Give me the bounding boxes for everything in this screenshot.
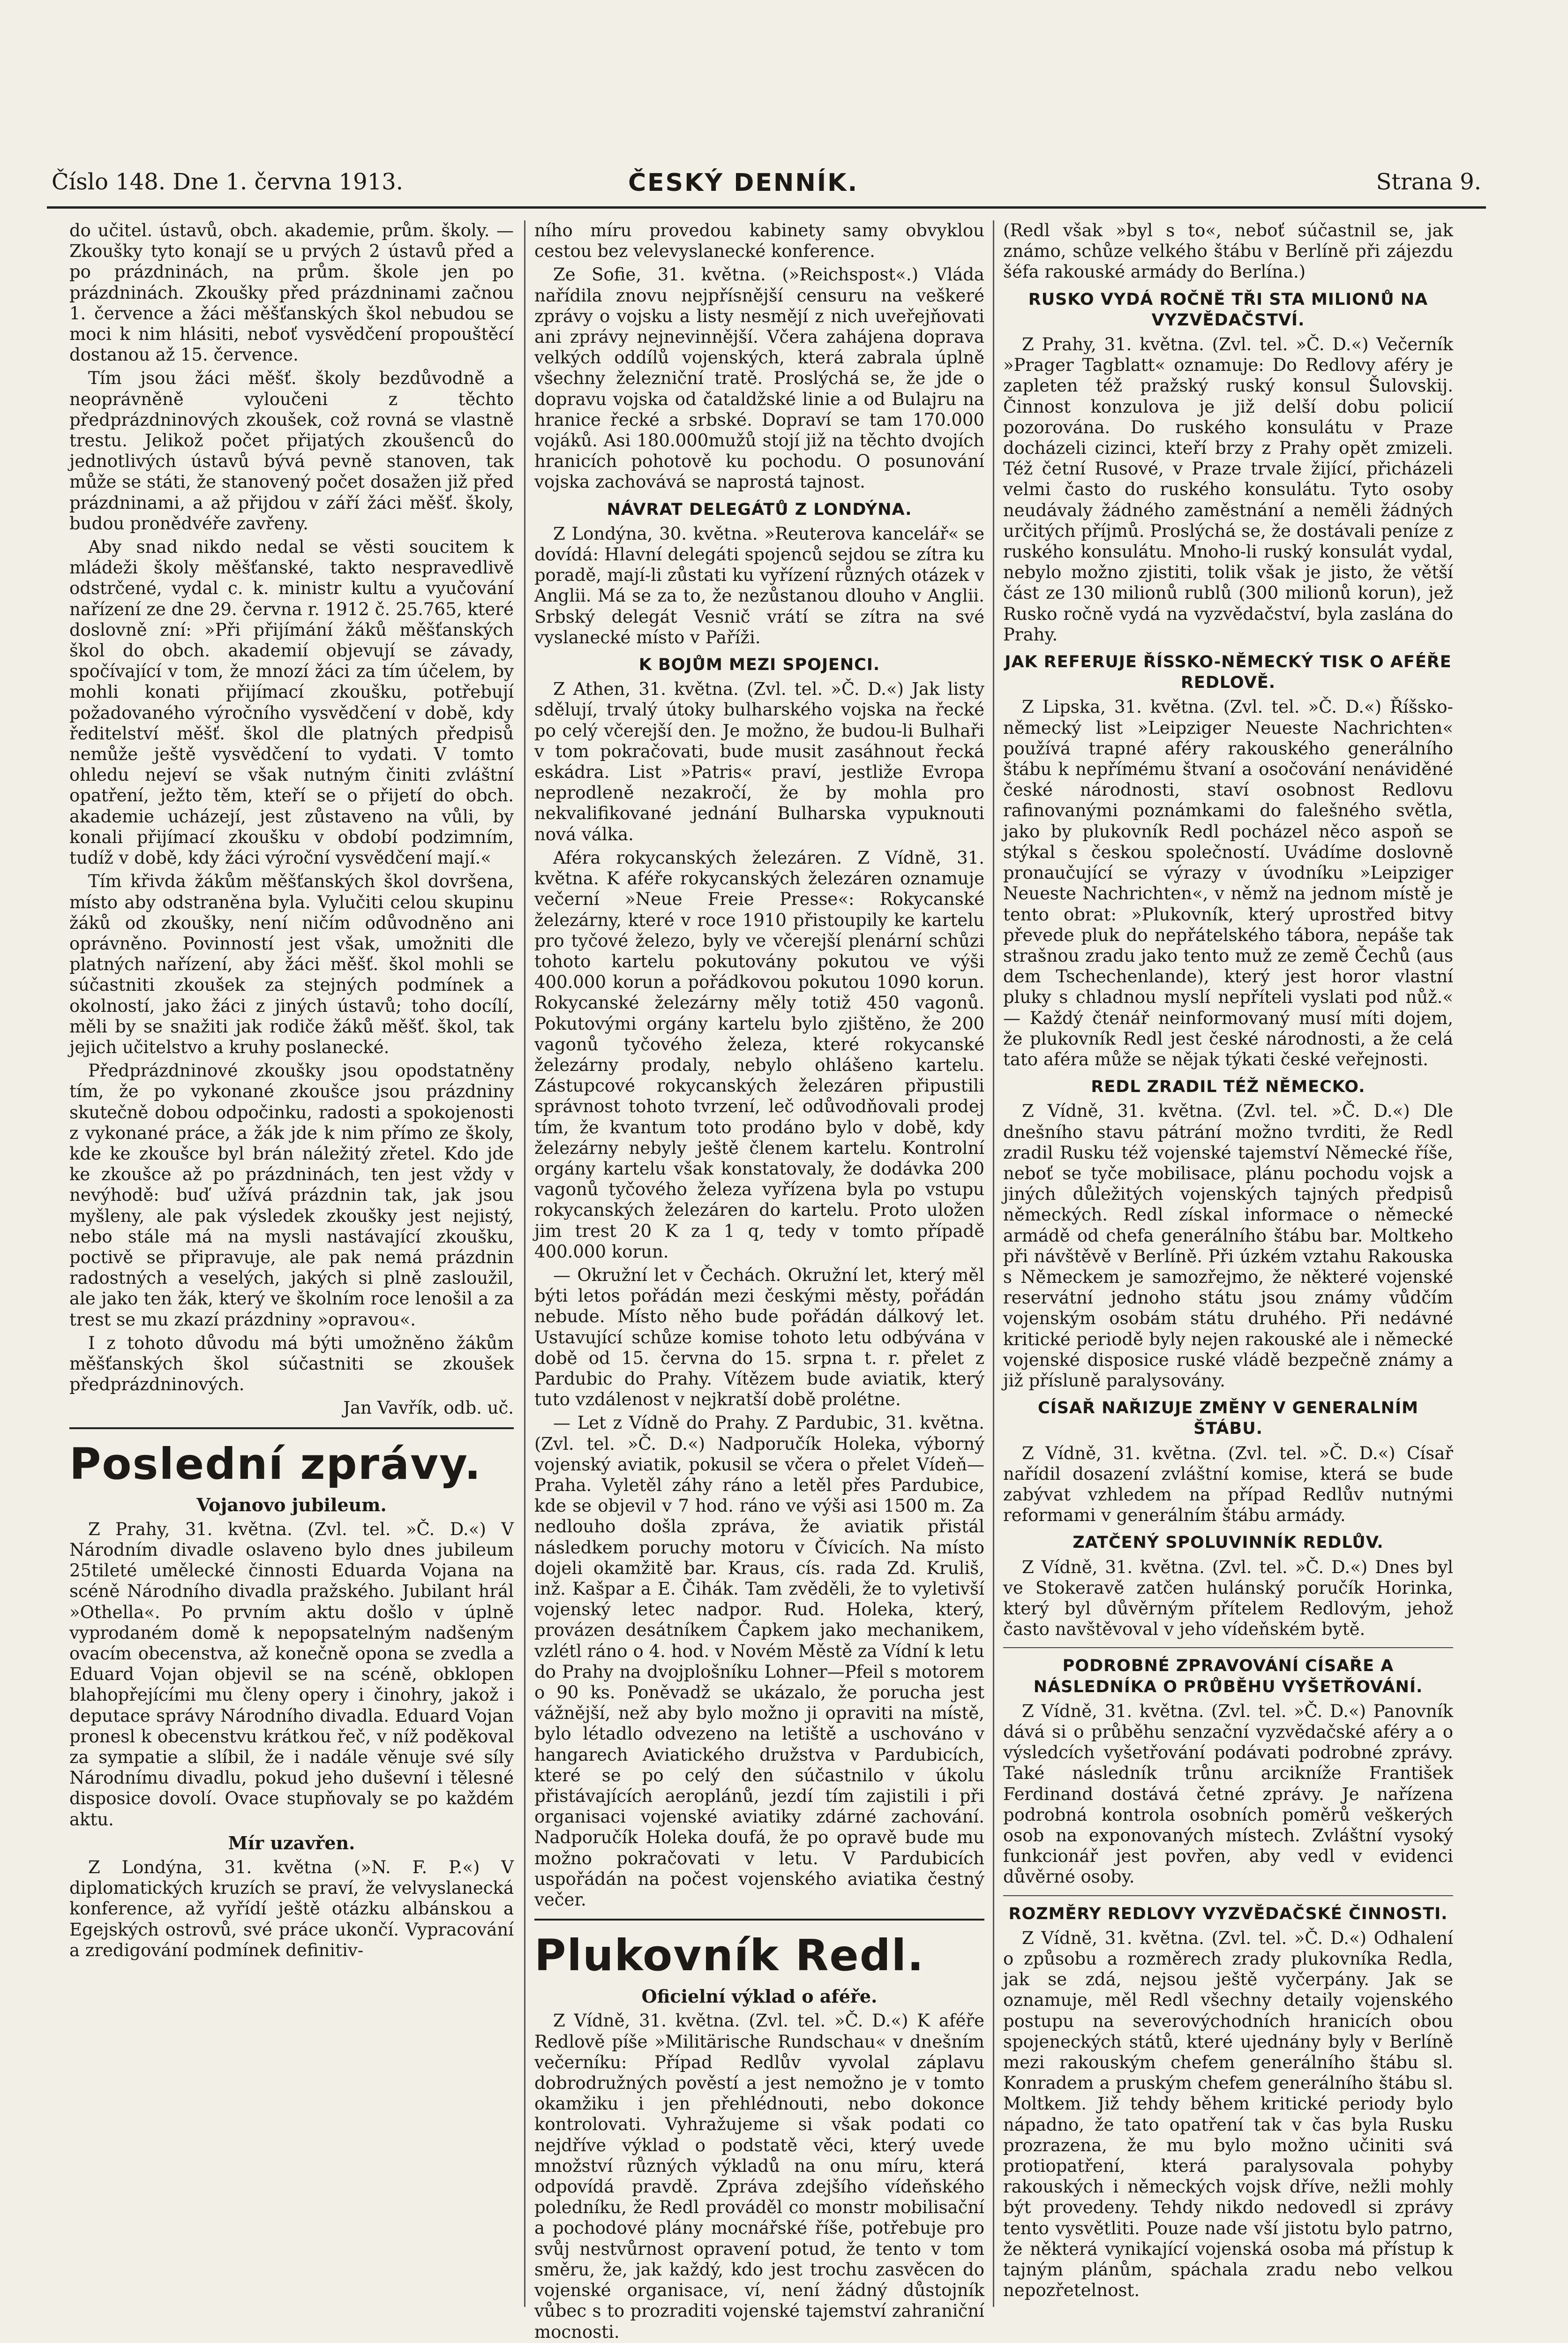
article-paragraph: Z Vídně, 31. května. (Zvl. tel. »Č. D.«) Odhalení o způsobu a rozměrech zrady plukovníka Redla, jak se zdá, nejsou ještě vyčerpány. Jak se oznamuje, měl Redl všechny detaily vojenského postupu na severovýchodních hranicích obou spojeneckých států, které ujednány byly v Berlíně mezi rakouským chefem generálního štábu sl. Konradem a pruským chefem generálního štábu sl. Moltkem. Již tehdy během kritické periody bylo nápadno, že tato opatření tak v čas byla Rusku prozrazena, že mu bylo možno učiniti svá protiopatření, která paralysovala pohyby rakouských i německých vojsk dříve, nežli mohly být provedeny. Tehdy nikdo nedovedl si zprávy tento vysvětliti. Pouze nade vší jistotu bylo patrno, že některá vynikající vojenská osoba má přístup k tajným plánům, spáchala zradu nebo velkou nepozřetelnost.: [1003, 1928, 1453, 2301]
article-paragraph: Z Vídně, 31. května. (Zvl. tel. »Č. D.«) K aféře Redlově píše »Militärische Rundschau« v dnešním večerníku: Případ Redlův vyvolal záplavu dobrodružných pověstí a jest nemožno je v tomto okamžiku i jen přehlédnouti, nebo dokonce kontrolovati. Vyhražujeme si však podati co nejdříve výklad o podstatě věci, který uvede množství různých výkladů na onu míru, která odpovídá pravdě. Zpráva zdejšího vídeňského poledníku, že Redl prováděl co monstr mobilisační a pochodové plány mocnářské říše, potřebuje pro svůj nestvůrnost opravení potud, že tento v tom směru, že, jak každý, kdo jest trochu zasvěcen do vojenské organisace, ví, není žádný důstojník vůbec s to prozraditi vojenské tajemství zahraniční mocnosti.: [534, 2011, 984, 2342]
section-rule: [534, 1919, 984, 1921]
article-heading: Oficielní výklad o aféře.: [641, 1986, 878, 2007]
article-paragraph: — Okružní let v Čechách. Okružní let, který měl býti letos pořádán mezi českými městy, pořádán nebude. Místo něho bude pořádán dálkový let. Ustavující schůze komise tohoto letu odbývána v době od 15. června do 15. srpna t. r. přelet z Pardubic do Prahy. Vítězem bude aviatik, který tuto vzdálenost v nejkratší době prolétne.: [534, 1265, 984, 1410]
article-heading: RUSKO VYDÁ ROČNĚ TŘI STA MILIONŮ NA VYZVĚDAČSTVÍ.: [1028, 290, 1428, 330]
article-heading: Vojanovo jubileum.: [196, 1494, 387, 1515]
article-paragraph: Z Vídně, 31. května. (Zvl. tel. »Č. D.«) Panovník dává si o průběhu senzační vyzvědačské aféry a o výsledcích vyšetřování podávati podrobné zprávy. Také následník trůnu arcikníže František Ferdinand dostává četné zprávy. Je nařízena podrobná kontrola osobních poměrů veškerých osob na exponovaných místech. Zvláštní vysoký funkcionář jest povřen, aby vedl v evidenci důvěrné osoby.: [1003, 1701, 1453, 1887]
page-number: Strana 9.: [1376, 169, 1481, 195]
article-heading: JAK REFERUJE ŘÍSSKO-NĚMECKÝ TISK O AFÉŘE REDLOVĚ.: [1005, 653, 1452, 693]
article-heading: REDL ZRADIL TÉŽ NĚMECKO.: [1091, 1077, 1365, 1097]
article-paragraph: Z Prahy, 31. května. (Zvl. tel. »Č. D.«) V Národním divadle oslaveno bylo dnes jubileum 25tileté umělecké činnosti Eduarda Vojana na scéně Národního divadla pražského. Jubilant hrál »Othella«. Po prvním aktu došlo v úplně vyprodaném domě k nepopsatelným nadšeným ovacím obecenstva, až konečně opona se zvedla a Eduard Vojan objevil se na scéně, obklopen blahopřejícími mu členy opery i činohry, jakož i deputace správy Národního divadla. Eduard Vojan pronesl k obecenstvu krátkou řeč, v níž poděkoval za sympatie a slíbil, že i nadále věnuje své síly Národnímu divadlu, pokud jeho duševní i tělesné disposice dovolí. Ovace stupňovaly se po každém aktu.: [69, 1519, 514, 1830]
article-paragraph: Ze Sofie, 31. května. (»Reichspost«.) Vláda nařídila znovu nejpřísnější censuru na veškeré zprávy o vojsku a listy nesmějí z nich uveřejňovati ani zprávy nejnevinnější. Včera zahájena doprava velkých oddílů vojenských, která zabrala úplně všechny železniční tratě. Proslýchá se, že jde o dopravu vojska od čataldžské linie a od Bulajru na hranice řecké a srbské. Dopraví se tam 170.000 vojáků. Asi 180.000mužů stojí již na těchto dvojích hranicích pohotově ku pochodu. O posunování vojska zachovává se naprostá tajnost.: [534, 264, 984, 492]
section-rule: [1003, 1895, 1453, 1896]
article-heading: NÁVRAT DELEGÁTŮ Z LONDÝNA.: [607, 500, 912, 519]
article-paragraph: Z Vídně, 31. května. (Zvl. tel. »Č. D.«) Dle dnešního stavu pátrání možno tvrditi, že Redl zradil Rusku též vojenské tajemství Německé říše, neboť se tyče mobilisace, plánu pochodu vojsk a jiných důležitých vojenských tajných předpisů německých. Redl získal informace o německé armádě od chefa generálního štábu bar. Moltkeho při návštěvě v Berlíně. Při úzkém vztahu Rakouska s Německem je samozřejmo, že některé vojenské reservátní jednoho státu jsou známy vůdčím vojenským osobám státu druhého. Při nedávné kritické periodě byly nejen rakouské ale i německé vojenské disposice ruské vládě bezpečně známy a již přísluně paralysovány.: [1003, 1101, 1453, 1391]
masthead-rule: [47, 206, 1486, 209]
issue-number: Číslo 148.: [52, 169, 166, 195]
section-title: Poslední zprávy.: [69, 1439, 482, 1489]
article-paragraph: (Redl však »byl s to«, neboť súčastnil se, jak známo, schůze velkého štábu v Berlíně při zájezdu šéfa rakouské armády do Berlína.): [1003, 220, 1453, 282]
newspaper-title: ČESKÝ DENNÍK.: [628, 169, 859, 197]
column-3: [1003, 220, 1453, 2307]
column-2: [534, 220, 984, 2342]
section-title: Plukovník Redl.: [534, 1930, 925, 1981]
article-paragraph: Z Lipska, 31. května. (Zvl. tel. »Č. D.«) Říšsko-německý list »Leipziger Neueste Nachrichten« používá trapné aféry rakouského generálního štábu k nepřímému štvaní a osočování nenáviděné české národnosti, staví osobnost Redlovu rafinovanými poznámkami do falešného světla, jako by plukovník Redl pocházel něco aspoň se stýkal s českou společností. Uvádíme doslovně pronaučující se výrazy v úvodníku »Leipziger Neueste Nachrichten«, v němž na jednom místě je tento obrat: »Plukovník, který uprostřed bitvy převede pluk do nepřátelského tábora, nepáše tak strašnou zradu jako tento muž ze země Čechů (aus dem Tschechenlande), který jest horor vlastní pluky s chladnou myslí nepříteli vyslati pod nůž.« — Každý čtenář neinformovaný musí míti dojem, že plukovník Redl jest české národnosti, a že celá tato aféra může se nějak týkati české veřejnosti.: [1003, 697, 1453, 1070]
article-paragraph: Z Athen, 31. května. (Zvl. tel. »Č. D.«) Jak listy sdělují, trvalý útoky bulharského vojska na řecké po celý včerejší den. Je možno, že budou-li Bulhaři v tom pokračovati, bude musit zasáhnout řecká eskádra. List »Patris« praví, jestliže Evropa neprodleně nezakročí, že by mohla pro nekvalifikované jednání Bulharska vypuknouti nová válka.: [534, 679, 984, 844]
article-heading: ROZMĚRY REDLOVY VYZVĚDAČSKÉ ČINNOSTI.: [1008, 1904, 1448, 1923]
masthead: [52, 169, 1505, 206]
article-heading: ZATČENÝ SPOLUVINNÍK REDLŮV.: [1073, 1533, 1384, 1552]
article-paragraph: Z Prahy, 31. května. (Zvl. tel. »Č. D.«) Večerník »Prager Tagblatt« oznamuje: Do Redlovy aféry je zapleten též pražský ruský konsul Šulovskij. Činnost konzulova je již delší dobu policií pozorována. Do ruského konsulátu v Praze docházeli cizinci, kteří brzy z Prahy opět zmizeli. Též četní Rusové, v Praze trvale žijící, přicházeli velmi často do ruského konsulátu. Tyto osoby neudávaly žádného zaměstnání a neměli žádných určitých příjmů. Proslýchá se, že dostávali peníze z ruského konsulátu. Mnoho-li ruský konsulát vydal, nebylo možno zjistiti, tolik však je jisto, že větší část ze 130 milionů rublů (300 milionů korun), jež Rusko ročně vydá na vyzvědačství, byla zaslána do Prahy.: [1003, 334, 1453, 645]
article-paragraph: Z Londýna, 30. května. »Reuterova kancelář« se dovídá: Hlavní delegáti spojenců sejdou se zítra ku poradě, mají-li zůstati ku vyřízení různých otázek v Anglii. Má se za to, že nezůstanou dlouho v Anglii. Srbský delegát Vesnič vrátí se zítra na své vyslanecké místo v Paříži.: [534, 523, 984, 648]
article-paragraph: — Let z Vídně do Prahy. Z Pardubic, 31. května. (Zvl. tel. »Č. D.«) Nadporučík Holeka, výborný vojenský aviatik, pokusil se včera o přelet Vídeň—Praha. Vyletěl záhy ráno a letěl přes Pardubice, kde se objevil v 7 hod. ráno ve výši asi 1500 m. Za nedlouho došla zpráva, že aviatik přistál následkem poruchy motoru v Čívicích. Na místo dojeli okamžitě bar. Kraus, cís. rada Zd. Kruliš, inž. Kašpar a E. Čihák. Tam zvěděli, že to vyletivší vojenský letec nadpor. Rud. Holeka, který, provázen desátníkem Čapkem jako mechanikem, vzlétl ráno o 4. hod. v Novém Městě za Vídní k letu do Prahy na dvojplošníku Lohner—Pfeil s motorem o 90 ks. Poněvadž se ukázalo, že porucha jest vážnější, než aby bylo možno ji opraviti na místě, bylo létadlo odvezeno na letiště a uschováno v hangarech Aviatického družstva v Pardubicích, které se po celý den súčastnilo v úkolu přistávajících aeroplánů, jezdí tím zajistili i při organisaci vojenské aviatiky zdárné zachování. Nadporučík Holeka doufá, že po opravě bude mu možno pokračovati v letu. V Pardubicích uspořádán na počest vojenského aviatika čestný večer.: [534, 1413, 984, 1910]
article-paragraph: ního míru provedou kabinety samy obvyklou cestou bez velevyslanecké konference.: [534, 220, 984, 262]
article-paragraph: Předprázdninové zkoušky jsou opodstatněny tím, že po vykonané zkoušce jsou prázdniny skutečně dobou odpočinku, radosti a spokojenosti z vykonané práce, a žák jde k nim přímo ze školy, kde ke zkoušce byl brán náležitý zřetel. Kdo jde ke zkoušce až po prázdninách, ten jest vždy v nevýhodě: buď užívá prázdnin tak, jak jsou myšleny, ale pak výsledek zkoušky jest nejistý, nebo stále má na mysli nastávající zkoušku, poctivě se připravuje, ale pak nemá prázdnin radostných a veselých, jakých si plně zasloužil, ale jako ten žák, který ve školním roce lenošil a za trest se mu zkazí prázdniny »opravou«.: [69, 1061, 514, 1330]
article-paragraph: Z Londýna, 31. května (»N. F. P.«) V diplomatických kruzích se praví, že velvyslanecká konference, až vyřídí ještě otázku albánskou a Egejských ostrovů, své práce ukončí. Vypracování a zredigování podmínek definitiv-: [69, 1857, 514, 1960]
author-signature: Jan Vavřík, odb. uč.: [343, 1398, 514, 1418]
article-paragraph: Aby snad nikdo nedal se věsti soucitem k mládeži školy měšťanské, takto nespravedlivě odstrčené, vydal c. k. ministr kultu a vyučování nařízení ze dne 29. června r. 1912 č. 25.765, které doslovně zní: »Při přijímání žáků měšťanských škol do obch. akademií objevují se závady, spočívající v tom, že mnozí žáci za tím účelem, by mohli konati přijímací zkoušku, potřebují požadovaného výročního vysvědčení v době, kdy ředitelství měšť. škol dle platných předpisů nemůže ještě vysvědčení to vydati. V tomto ohledu nejeví se však nutným činiti zvláštní opatření, ježto těm, kteří se o přijetí do obch. akademie ucházejí, jest zůstaveno na vůli, by konali přijímací zkoušku v období podzimním, tudíž v době, kdy žáci výroční vysvědčení mají.«: [69, 537, 514, 868]
article-heading: Mír uzavřen.: [228, 1832, 355, 1853]
article-paragraph: Z Vídně, 31. května. (Zvl. tel. »Č. D.«) Dnes byl ve Stokeravě zatčen hulánský poručík Horinka, který byl důvěrným přítelem Redlovým, jehož často navštěvoval v jeho vídeňském bytě.: [1003, 1557, 1453, 1640]
article-heading: PODROBNÉ ZPRAVOVÁNÍ CÍSAŘE A NÁSLEDNÍKA O PRŮBĚHU VYŠETŘOVÁNÍ.: [1033, 1657, 1423, 1696]
issue-date: [52, 169, 403, 195]
article-paragraph: Tím křivda žákům měšťanských škol dovršena, místo aby odstraněna byla. Vylučiti celou skupinu žáků od zkoušky, není ničím odůvodněno ani oprávněno. Povinností jest však, umožniti dle platných nařízení, aby žáci měšť. škol mohli se súčastniti zkoušek za stejných podmínek a okolností, jako žáci z jiných ústavů; toho docílí, měli by se snažiti jak rodiče žáků měšť. škol, tak jejich učitelstvo a kruhy poslanecké.: [69, 871, 514, 1057]
article-paragraph: I z tohoto důvodu má býti umožněno žákům měšťanských škol súčastniti se zkoušek předprázdninových.: [69, 1333, 514, 1395]
column-1: [69, 220, 514, 2307]
section-rule: [69, 1427, 514, 1429]
article-paragraph: Z Vídně, 31. května. (Zvl. tel. »Č. D.«) Císař nařídil dosazení zvláštní komise, která se bude zabývat vzhledem na případ Redlův nutnými reformami v generálním štábu armády.: [1003, 1443, 1453, 1526]
article-paragraph: Tím jsou žáci měšť. školy bezdůvodně a neoprávněně vyloučeni z těchto předprázdninových zkoušek, což rovná se vlastně trestu. Jelikož počet přijatých zkoušenců do jednotlivých ústavů bývá pevně stanoven, tak může se státi, že stanovený počet dosažen již před prázdninami, a až přijdou v září žáci měšť. školy, budou pronědvéře zavřeny.: [69, 368, 514, 534]
article-heading: K BOJŮM MEZI SPOJENCI.: [638, 655, 880, 675]
column-divider: [524, 220, 525, 2307]
article-paragraph: do učitel. ústavů, obch. akademie, prům. školy. — Zkoušky tyto konají se u prvých 2 ústavů před a po prázdninách, na prům. škole jen po prázdninách. Zkoušky před prázdninami začnou 1. července a žáci měšťanských škol nebudou se moci k nim hlásiti, neboť vysvědčení propouštěcí dostanou až 15. července.: [69, 220, 514, 365]
article-heading: CÍSAŘ NAŘIZUJE ZMĚNY V GENERALNÍM ŠTÁBU.: [1038, 1399, 1418, 1439]
section-rule: [1003, 1647, 1453, 1648]
article-paragraph: Aféra rokycanských železáren. Z Vídně, 31. května. K aféře rokycanských železáren oznamuje večerní »Neue Freie Presse«: Rokycanské železárny, které v roce 1910 přistoupily ke kartelu pro tyčové železo, byly ve včerejší plenární schůzi tohoto kartelu pokutovány pokutou ve výši 400.000 korun a pořádkovou pokutou 1090 korun. Rokycanské železárny měly totiž 450 vagonů. Pokutovými orgány kartelu bylo zjištěno, že 200 vagonů tyčového železa, které rokycanské železárny prodaly, nebylo ohlášeno kartelu. Zástupcové rokycanských železáren připustili správnost tohoto tvrzení, leč odůvodňovali prodej tím, že kvantum toto prodáno bylo v době, kdy železárny nebyly ještě členem kartelu. Kontrolní orgány kartelu však konstatovaly, že dodávka 200 vagonů tyčového železa vyřízena byla po vstupu rokycanských železáren do kartelu. Proto uložen jim trest 20 K za 1 q, tedy v tomto případě 400.000 korun.: [534, 847, 984, 1262]
column-divider: [993, 220, 994, 2307]
publication-date: Dne 1. června 1913.: [173, 169, 404, 195]
